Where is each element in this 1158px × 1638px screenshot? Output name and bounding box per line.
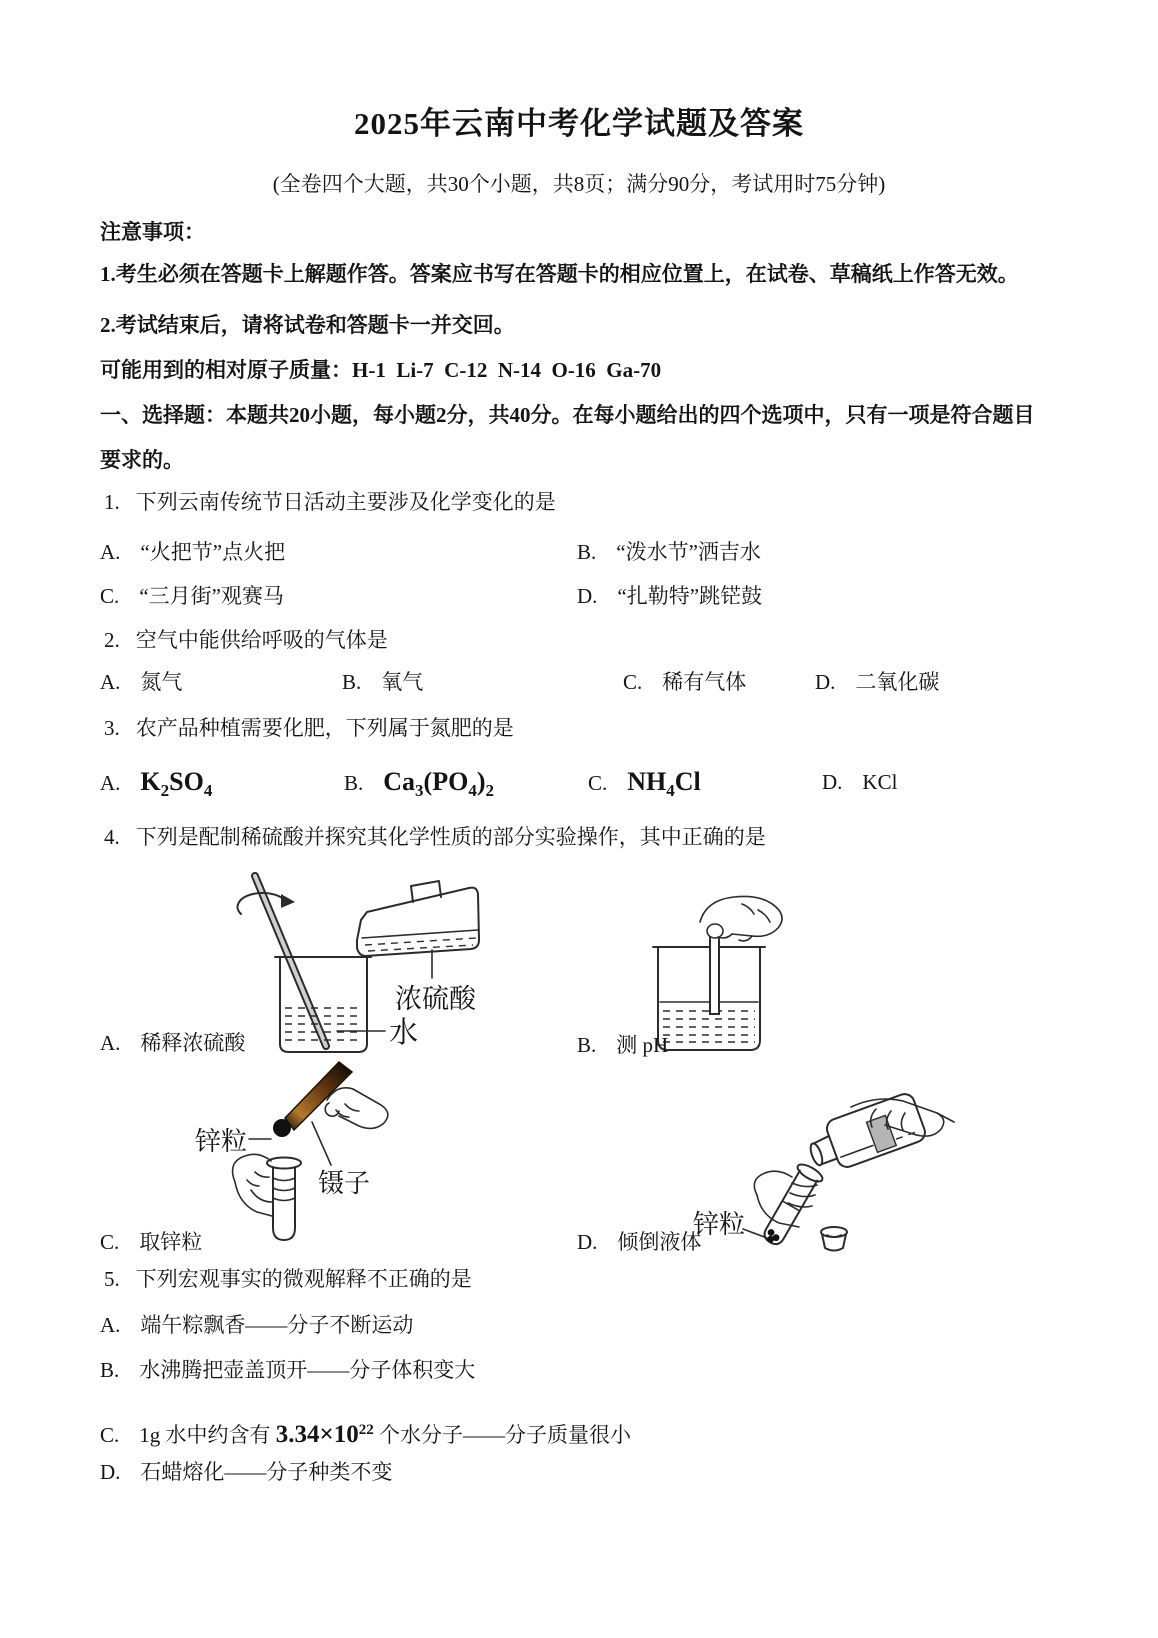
zinc-label-d: 锌粒: [693, 1210, 746, 1239]
atomic-masses-line: 可能用到的相对原子质量：H-1 Li-7 C-12 N-14 O-16 Ga-70: [100, 358, 662, 382]
concentrated-acid-label: 浓硫酸: [395, 984, 476, 1014]
hand-holding-tweezers: [325, 1088, 388, 1129]
stopper: [821, 1227, 847, 1251]
q5-option-d: [100, 1458, 392, 1486]
q1-option-c-text: “三月街”观赛马: [139, 584, 284, 608]
q3-option-c-formula: $NH_4Cl$: [627, 767, 701, 801]
question-3-text: 农产品种植需要化肥，下列属于氮肥的是: [135, 716, 514, 740]
q2-option-c-label: C.: [623, 670, 643, 694]
q1-option-a-label: A.: [100, 540, 121, 564]
tweezers: [285, 1062, 352, 1130]
q2-option-b-label: B.: [342, 670, 362, 694]
notice-heading: 注意事项：: [100, 220, 205, 244]
q1-option-a: [100, 538, 285, 566]
tweezers-label-pointer: [312, 1122, 331, 1165]
q4-option-a-label: A.: [100, 1031, 121, 1055]
liquid-dashes: [663, 1011, 755, 1042]
q4-option-a: [100, 1029, 245, 1057]
zinc-granule: [273, 1119, 291, 1137]
q5-option-c-pre: 1g 水中约含有: [139, 1423, 276, 1447]
q3-option-c-label: C.: [588, 771, 608, 795]
q5-option-a-label: A.: [100, 1313, 121, 1337]
q4-option-c-label: C.: [100, 1230, 120, 1254]
q2-option-a-text: 氮气: [140, 670, 183, 694]
q1-option-d: [577, 582, 762, 610]
question-2-number: 2.: [104, 628, 120, 652]
q4-option-c-text: 取锌粒: [139, 1230, 203, 1254]
q4-option-d-text: 倾倒液体: [617, 1230, 702, 1254]
q4-option-a-text: 稀释浓硫酸: [140, 1031, 246, 1055]
q3-option-b: [344, 768, 494, 805]
zinc-label-c: 锌粒: [195, 1127, 248, 1156]
q4-option-d: [577, 1228, 701, 1256]
q4-option-b-text: 测 pH: [616, 1033, 669, 1057]
q1-option-b-label: B.: [577, 540, 597, 564]
q5-option-c-exponent: 22: [358, 1422, 374, 1438]
q2-option-a-label: A.: [100, 670, 121, 694]
q3-option-b-label: B.: [344, 771, 364, 795]
question-4-text: 下列是配制稀硫酸并探究其化学性质的部分实验操作，其中正确的是: [135, 825, 766, 849]
q5-option-a: [100, 1311, 413, 1339]
q1-option-c: [100, 582, 284, 610]
question-5-text: 下列宏观事实的微观解释不正确的是: [135, 1267, 472, 1291]
q5-option-b-label: B.: [100, 1358, 120, 1382]
zinc-label-pointer-d: [743, 1229, 767, 1238]
question-4-number: 4.: [104, 825, 120, 849]
q5-option-c: [100, 1416, 631, 1449]
q2-option-d: [815, 668, 939, 696]
q4-option-b: [577, 1031, 668, 1059]
question-4-stem: [104, 823, 766, 851]
q1-option-b-text: “泼水节”洒吉水: [616, 540, 761, 564]
q5-option-d-text: 石蜡熔化——分子种类不变: [140, 1460, 393, 1484]
q2-option-c: [623, 668, 746, 696]
q3-option-a-formula: $K_2SO_4$: [140, 767, 213, 801]
notice-2: 2.考试结束后，请将试卷和答题卡一并交回。: [100, 313, 515, 337]
diagram-dilute-sulfuric-acid: [225, 858, 481, 1058]
section-heading-line2: 要求的。: [100, 448, 184, 472]
q5-option-b: [100, 1356, 475, 1384]
question-1-text: 下列云南传统节日活动主要涉及化学变化的是: [135, 490, 556, 514]
q2-option-d-label: D.: [815, 670, 836, 694]
hand: [700, 896, 782, 940]
question-2-stem: [104, 626, 388, 654]
notice-1: 1.考生必须在答题卡上解题作答。答案应书写在答题卡的相应位置上，在试卷、草稿纸上作答无效。: [100, 262, 1019, 286]
q3-option-a-label: A.: [100, 771, 121, 795]
rotation-arrow-head: [281, 894, 295, 908]
test-tube: [267, 1158, 301, 1241]
q3-option-d-label: D.: [822, 770, 843, 794]
page-subtitle: (全卷四个大题，共30个小题，共8页；满分90分，考试用时75分钟): [272, 172, 886, 196]
q2-option-a: [100, 668, 182, 696]
q5-option-a-text: 端午粽飘香——分子不断运动: [140, 1313, 414, 1337]
q3-option-d-text: KCl: [862, 770, 898, 794]
q1-option-a-text: “火把节”点火把: [140, 540, 286, 564]
question-3-number: 3.: [104, 716, 120, 740]
question-5-number: 5.: [104, 1267, 120, 1291]
q3-option-a: [100, 768, 212, 805]
diagram-take-zinc: [155, 1060, 425, 1250]
question-2-text: 空气中能供给呼吸的气体是: [135, 628, 388, 652]
ph-strip: [710, 930, 719, 1014]
question-1-number: 1.: [104, 490, 120, 514]
page-title: 2025年云南中考化学试题及答案: [354, 106, 804, 141]
section-heading-line1: 一、选择题：本题共20小题，每小题2分，共40分。在每小题给出的四个选项中，只有一项是符合题目: [100, 403, 1035, 427]
q1-option-b: [577, 538, 761, 566]
q2-option-c-text: 稀有气体: [662, 670, 747, 694]
q3-option-c: [588, 768, 701, 805]
question-1-stem: [104, 488, 556, 516]
q2-option-b-text: 氧气: [381, 670, 424, 694]
q5-option-c-label: C.: [100, 1423, 120, 1447]
q1-option-d-label: D.: [577, 584, 598, 608]
q4-option-c: [100, 1228, 202, 1256]
q1-option-c-label: C.: [100, 584, 120, 608]
q3-option-d: [822, 768, 897, 796]
q3-option-b-formula: $Ca_3(PO_4)_2$: [383, 767, 494, 801]
q4-option-d-label: D.: [577, 1230, 598, 1254]
q2-option-d-text: 二氧化碳: [855, 670, 940, 694]
water-label: 水: [389, 1017, 419, 1049]
test-tube-tilted: [758, 1161, 825, 1249]
acid-bottle: [357, 881, 479, 956]
question-3-stem: [104, 714, 514, 742]
q5-option-c-number: 3.34×10: [275, 1421, 359, 1448]
q1-option-d-text: “扎勒特”跳铓鼓: [617, 584, 763, 608]
question-5-stem: [104, 1265, 472, 1293]
q4-option-b-label: B.: [577, 1033, 597, 1057]
q5-option-d-label: D.: [100, 1460, 121, 1484]
q2-option-b: [342, 668, 423, 696]
q5-option-c-post: 个水分子——分子质量很小: [373, 1423, 632, 1447]
tweezers-label: 镊子: [318, 1169, 371, 1198]
reagent-bottle: [803, 1091, 928, 1177]
q5-option-b-text: 水沸腾把壶盖顶开——分子体积变大: [139, 1358, 476, 1382]
